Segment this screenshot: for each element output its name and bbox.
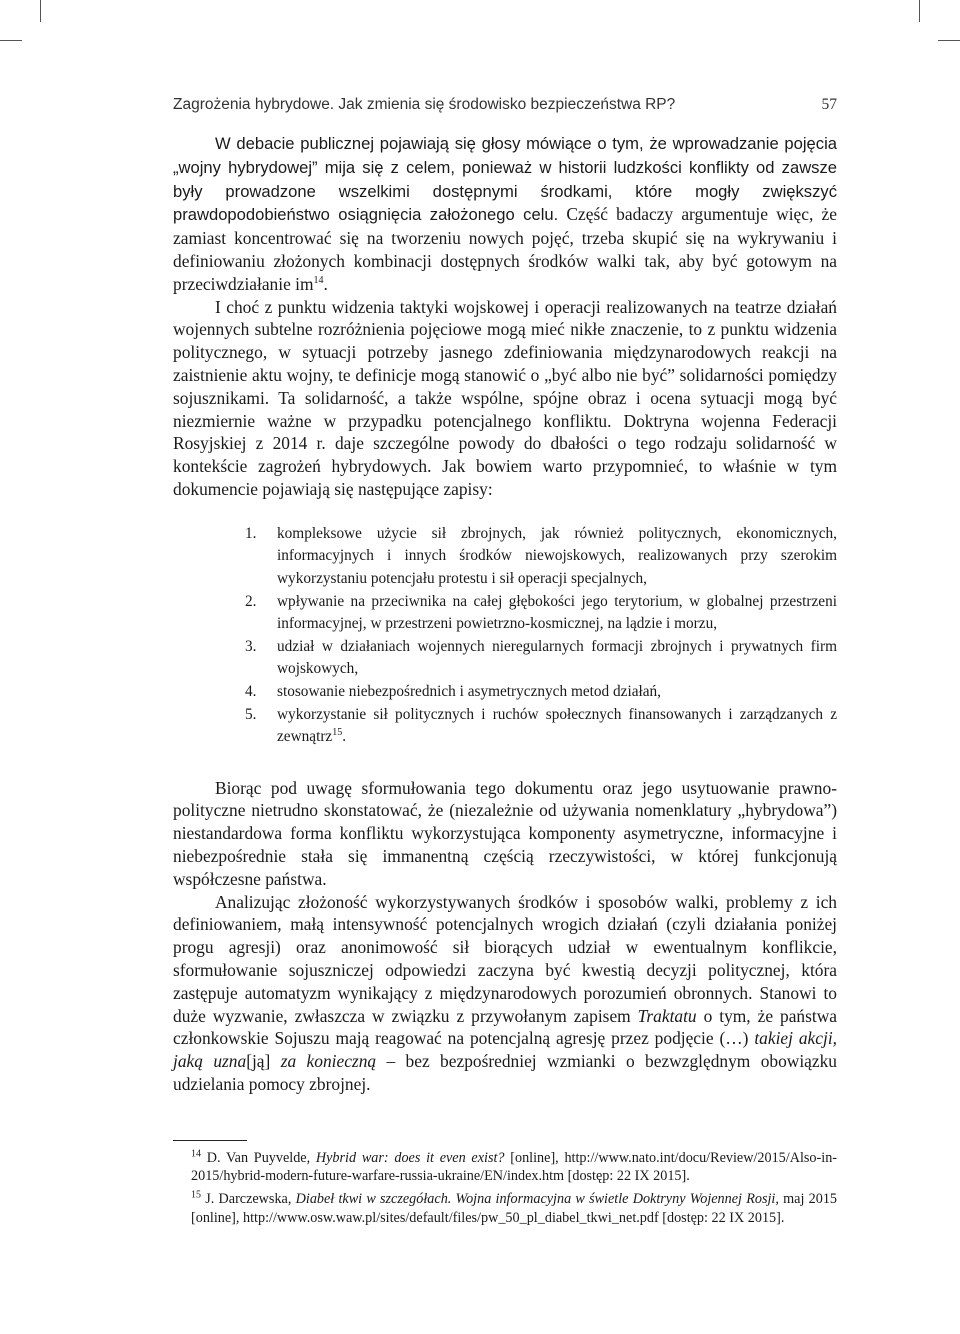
list-item <box>173 704 837 749</box>
list-item-text: wykorzystanie sił politycznych i ruchów społecznych finansowanych i zarządzanych z zewnątrz <box>277 705 837 746</box>
footnote-14 <box>173 1149 837 1186</box>
footnote-text-a: D. Van Puyvelde, <box>206 1149 316 1166</box>
paragraph-4-part-b: o tym, że państwa członkowskie Sojuszu mają reagować na potencjalną agresję przez podjęcie (…) <box>173 1005 837 1049</box>
crop-mark-top-right-h <box>938 40 960 41</box>
paragraph-4-part-a: Analizując złożoność wykorzystywanych środków i sposobów walki, problemy z ich definiowaniem, małą intensywność potencjalnych wrogich działań (czyli działania poniżej progu agresji) oraz anonimowość sił biorących udział w ewentualnym konflikcie, sformułowanie sojuszniczej odpowiedzi zaczyna być kwestią decyzji politycznej, która zastępuje automatyzm wynikający z międzynarodowych porozumień obronnych. Stanowi to duże wyzwanie, zwłaszcza w związku z przywołanym zapisem <box>173 891 837 1026</box>
paragraph-3: Biorąc pod uwagę sformułowania tego dokumentu oraz jego usytuowanie prawno-polityczne nietrudno skonstatować, że (niezależnie od używania nomenklatury „hybrydowa”) niestandardowa forma konfliktu wykorzystująca komponenty asymetryczne, informacyjne i niebezpośrednie stała się immanentną częścią rzeczywistości, w której funkcjonują współczesne państwa. <box>173 777 837 889</box>
footnote-ref-14[interactable]: 14 <box>313 274 324 286</box>
paragraph-4-part-c: [ją] <box>246 1051 281 1072</box>
footnote-title: Diabeł tkwi w szczegółach. Wojna informacyjna w świetle Doktryny Wojennej Rosji, <box>295 1191 779 1208</box>
footnote-number: 15 <box>191 1189 201 1201</box>
spacer <box>173 749 837 777</box>
crop-mark-top-left-h <box>0 40 22 41</box>
paragraph-1-sans-part: W debacie publicznej pojawiają się głosy mówiące o tym, że wprowadzanie pojęcia „wojny hybrydowej” mija się z celem, ponieważ w historii ludzkości konflikty od zawsze były prowadzone wszelkimi dostępnymi środkami, które mogły zwiększyć prawdopodobieństwo osiągnięcia założonego celu. <box>173 134 837 225</box>
running-title: Zagrożenia hybrydowe. Jak zmienia się środowisko bezpieczeństwa RP? <box>173 96 676 113</box>
paragraph-4-part-d: – bez bezpośredniej wzmianki o bezwzględnym obowiązku udzielania pomocy zbrojnej. <box>173 1051 837 1095</box>
quote-italic-2: za konieczną <box>280 1051 377 1072</box>
running-header <box>173 96 837 114</box>
quote-italic-1: takiej akcji, jaką uzna <box>173 1028 838 1072</box>
treaty-italic: Traktatu <box>637 1005 697 1026</box>
list-item <box>173 591 837 636</box>
list-item-text: udział w działaniach wojennych nieregularnych formacji zbrojnych i prywatnych firm wojskowych, <box>277 637 837 678</box>
footnote-text-b[interactable]: [online], http://www.nato.int/docu/Review/2015/Also-in-2015/hybrid-modern-future-warfare-russia-ukraine/EN/index.htm [dostęp: 22 IX 2015]. <box>191 1149 838 1185</box>
paragraph-1-serif-part: Część badaczy argumentuje więc, że zamiast koncentrować się na tworzeniu nowych pojęć, trzeba skupić się na wykrywaniu i definiowaniu złożonych kombinacji dostępnych środków walki tak, aby być gotowym na przeciwdziałanie im <box>173 204 837 294</box>
list-item-number: 4. <box>245 682 257 700</box>
paragraph-1 <box>173 132 837 296</box>
footnote-text-b[interactable]: maj 2015 [online], http://www.osw.waw.pl/sites/default/files/pw_50_pl_diabel_tkwi_net.pdf [dostęp: 22 IX 2015]. <box>191 1191 838 1226</box>
list-item-end: . <box>342 728 347 746</box>
list-item-number: 3. <box>245 637 257 655</box>
footnote-15 <box>173 1190 837 1227</box>
list-item-number: 2. <box>245 592 257 610</box>
footnote-ref-15[interactable]: 15 <box>332 727 343 738</box>
page-number: 57 <box>821 96 837 113</box>
list-item-text: stosowanie niebezpośrednich i asymetrycznych metod działań, <box>277 682 661 700</box>
list-item <box>173 636 837 681</box>
footnote-number: 14 <box>191 1148 201 1160</box>
list-item <box>173 681 837 704</box>
doctrine-list <box>173 523 837 749</box>
list-item <box>173 523 837 591</box>
footnote-title: Hybrid war: does it even exist? <box>315 1149 505 1166</box>
list-item-text: wpływanie na przeciwnika na całej głębokości jego terytorium, w globalnej przestrzeni informacyjnej, w przestrzeni powietrzno-kosmicznej, na lądzie i morzu, <box>277 592 837 633</box>
list-item-number: 5. <box>245 705 257 723</box>
footnote-divider <box>173 1140 247 1141</box>
paragraph-4 <box>173 891 837 1096</box>
crop-mark-top-right <box>919 0 920 22</box>
crop-mark-top-left <box>40 0 41 22</box>
paragraph-2: I choć z punktu widzenia taktyki wojskowej i operacji realizowanych na teatrze działań wojennych subtelne rozróżnienia pojęciowe mogą mieć nikłe znaczenie, to z punktu widzenia politycznego, w sytuacji potrzeby jasnego zdefiniowania międzynarodowych reakcji na zaistnienie aktu wojny, te definicje mogą stanowić o „być albo nie być” solidarności pomiędzy sojusznikami. Ta solidarność, a także wspólne, spójne obraz i ocena sytuacji mogą być niezmiernie ważne w przypadku potencjalnego konfliktu. Doktryna wojenna Federacji Rosyjskiej z 2014 r. daje szczególne powody do dbałości o tego rodzaju solidarność w kontekście zagrożeń hybrydowych. Jak bowiem warto przypomnieć, to właśnie w tym dokumencie pojawiają się następujące zapisy: <box>173 296 837 499</box>
paragraph-1-end: . <box>323 273 328 294</box>
page-content <box>173 96 837 1231</box>
list-item-number: 1. <box>245 524 257 542</box>
list-item-text: kompleksowe użycie sił zbrojnych, jak również politycznych, ekonomicznych, informacyjnych i innych środków niewojskowych, realizowanych przy szerokim wykorzystaniu potencjału protestu i sił operacji specjalnych, <box>277 524 837 587</box>
footnote-text-a: J. Darczewska, <box>205 1191 296 1208</box>
